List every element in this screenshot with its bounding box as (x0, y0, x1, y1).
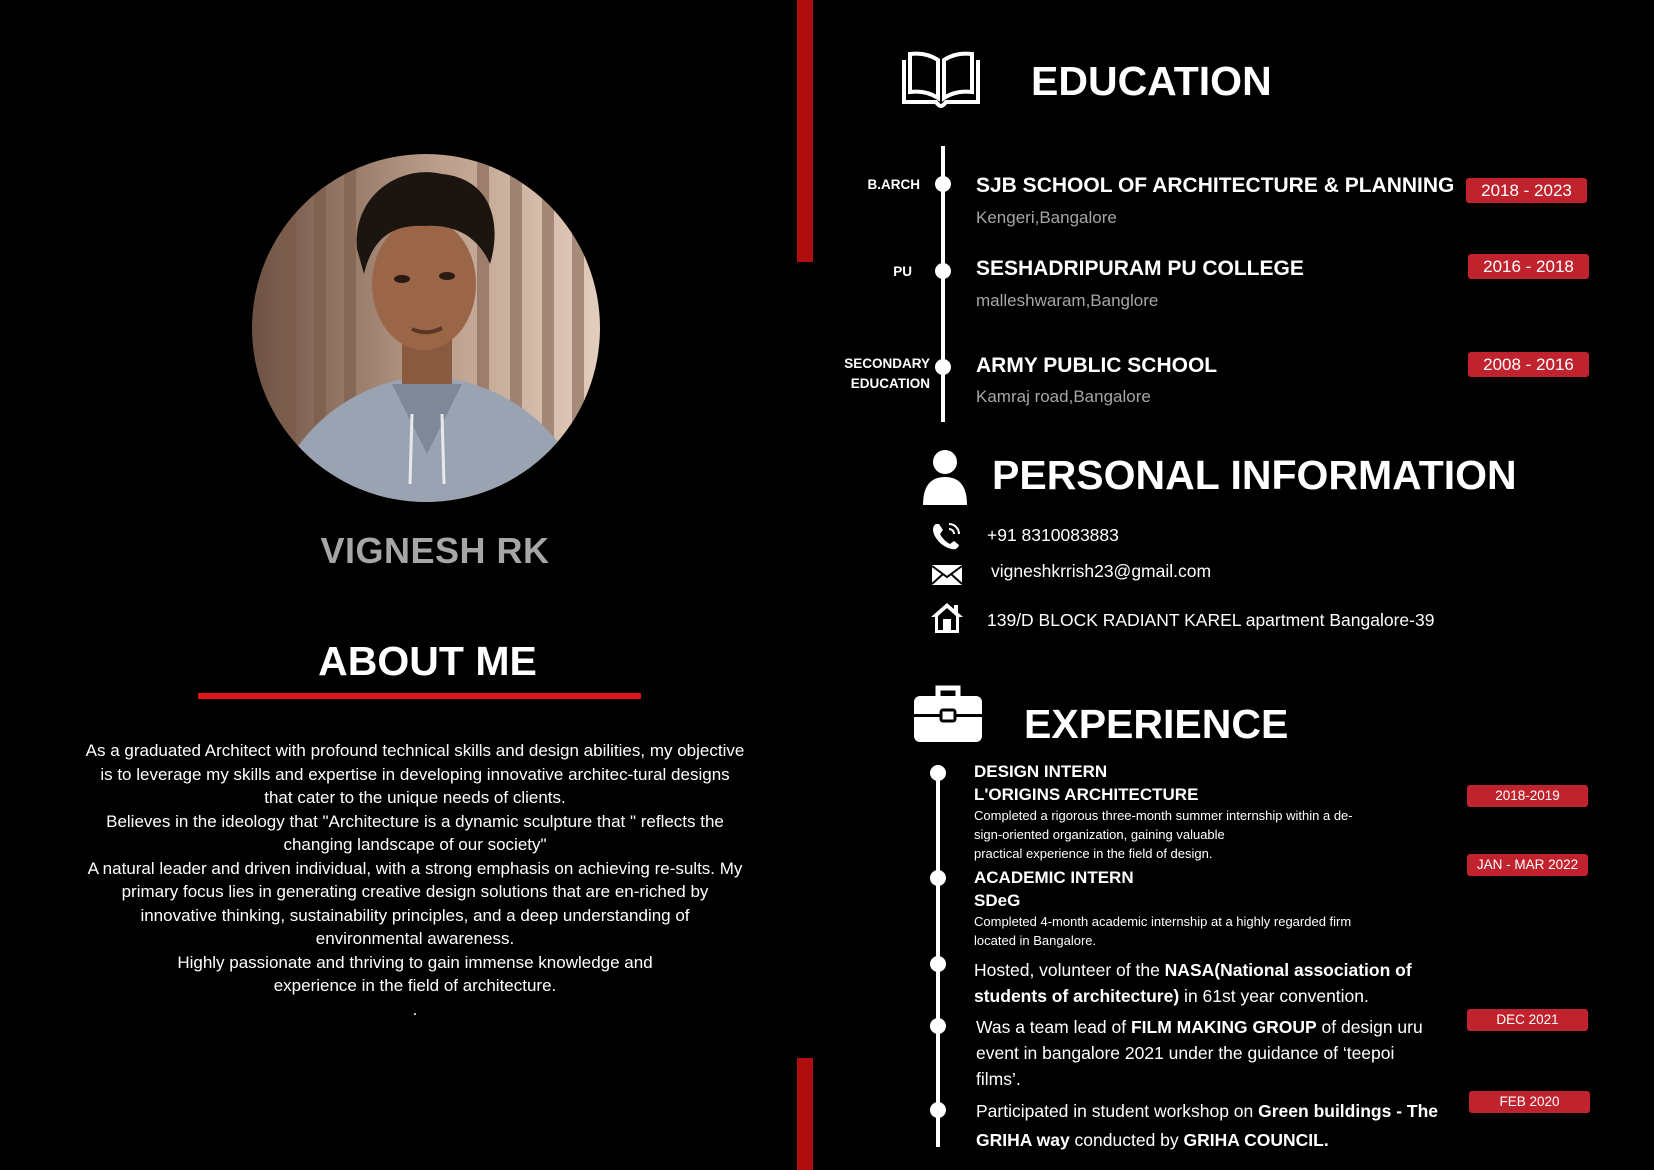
experience-text: of design uru (1316, 1017, 1423, 1037)
timeline-dot (935, 176, 951, 192)
experience-bold: Green buildings - The (1258, 1101, 1438, 1121)
school-location: Kengeri,Bangalore (976, 208, 1117, 227)
about-paragraph: Highly passionate and thriving to gain immense knowledge and experience in the field of architecture. (177, 952, 653, 995)
experience-org: SDeG (974, 891, 1021, 910)
red-divider-bottom (797, 1058, 813, 1170)
experience-role: ACADEMIC INTERN (974, 868, 1134, 887)
degree-label (810, 354, 930, 394)
about-paragraph: As a graduated Architect with profound technical skills and design abilities, my objective is to leverage my skills and expertise in developing innovative architec-tural designs that cater to the unique needs of clients. (85, 741, 745, 807)
about-text (85, 739, 745, 1021)
experience-role: DESIGN INTERN (974, 762, 1108, 781)
experience-bold: NASA(National association of (1164, 960, 1412, 980)
about-paragraph: Believes in the ideology that "Architecture is a dynamic sculpture that " reflects the changing landscape of our society" (106, 811, 724, 854)
timeline-dot (935, 359, 951, 375)
phone-icon (930, 520, 964, 557)
school-name: SJB SCHOOL OF ARCHITECTURE & PLANNING (976, 174, 1455, 197)
experience-desc: practical experience in the field of design. (974, 846, 1213, 861)
school-location: Kamraj road,Bangalore (976, 387, 1151, 406)
timeline-dot (930, 1102, 946, 1118)
experience-bold: FILM MAKING GROUP (1130, 1017, 1317, 1037)
red-divider-top (797, 0, 813, 262)
experience-item (976, 1097, 1466, 1155)
email-address: vigneshkrrish23@gmail.com (991, 561, 1212, 581)
experience-text: Was a team lead of (976, 1017, 1131, 1037)
home-icon (930, 601, 964, 639)
mail-icon (931, 564, 963, 591)
degree-label-line: EDUCATION (850, 376, 930, 391)
degree-label: B.ARCH (867, 177, 920, 192)
profile-photo (252, 154, 600, 502)
experience-text: event in bangalore 2021 under the guidance of ‘teepoi (976, 1043, 1395, 1063)
experience-org: L'ORIGINS ARCHITECTURE (974, 785, 1199, 804)
experience-bold: GRIHA COUNCIL. (1183, 1130, 1329, 1150)
degree-label-line: SECONDARY (844, 356, 930, 371)
experience-text: Hosted, volunteer of the (974, 960, 1165, 980)
year-badge: 2018 - 2023 (1466, 178, 1587, 203)
school-name: SESHADRIPURAM PU COLLEGE (976, 257, 1304, 280)
about-paragraph: . (412, 999, 418, 1019)
experience-desc: Completed a rigorous three-month summer internship within a de- (974, 808, 1353, 823)
about-paragraph: A natural leader and driven individual, with a strong emphasis on achieving re-sults. My primary focus lies in generating creative design solutions that are en-riched by innovative thinking, sustainability principles, and a deep understanding of environmental awareness. (87, 858, 743, 948)
personal-title: PERSONAL INFORMATION (992, 452, 1517, 498)
experience-item (974, 760, 1434, 863)
year-badge: 2016 - 2018 (1468, 254, 1589, 279)
experience-text: conducted by (1069, 1130, 1184, 1150)
school-location: malleshwaram,Banglore (976, 291, 1159, 310)
timeline-dot (935, 263, 951, 279)
date-badge: DEC 2021 (1467, 1009, 1588, 1031)
year-badge: 2008 - 2016 (1468, 352, 1589, 377)
timeline-dot (930, 1018, 946, 1034)
experience-item (974, 957, 1454, 1009)
experience-text: films’. (976, 1069, 1021, 1089)
experience-title: EXPERIENCE (1024, 701, 1289, 747)
timeline-dot (930, 956, 946, 972)
education-title: EDUCATION (1031, 58, 1272, 104)
date-badge: 2018-2019 (1467, 785, 1588, 807)
about-title: ABOUT ME (318, 638, 537, 684)
book-icon (898, 50, 984, 117)
briefcase-icon (914, 684, 982, 749)
profile-name: VIGNESH RK (320, 530, 550, 571)
experience-item (974, 866, 1434, 950)
experience-bold: GRIHA way (976, 1130, 1070, 1150)
person-icon (921, 449, 969, 510)
experience-desc: located in Bangalore. (974, 933, 1097, 948)
home-address: 139/D BLOCK RADIANT KAREL apartment Bangalore-39 (987, 610, 1435, 630)
experience-item (976, 1014, 1456, 1092)
experience-text: in 61st year convention. (1179, 986, 1369, 1006)
degree-label: PU (893, 264, 912, 279)
date-badge: JAN - MAR 2022 (1467, 854, 1588, 876)
about-underline (198, 693, 641, 699)
experience-bold: students of architecture) (974, 986, 1180, 1006)
date-badge: FEB 2020 (1469, 1091, 1590, 1113)
school-name: ARMY PUBLIC SCHOOL (976, 354, 1218, 377)
experience-text: Participated in student workshop on (976, 1101, 1259, 1121)
experience-desc: Completed 4-month academic internship at a highly regarded firm (974, 914, 1352, 929)
experience-desc: sign-oriented organization, gaining valuable (974, 827, 1225, 842)
phone-number: +91 8310083883 (987, 525, 1119, 545)
timeline-dot (930, 870, 946, 886)
timeline-dot (930, 765, 946, 781)
